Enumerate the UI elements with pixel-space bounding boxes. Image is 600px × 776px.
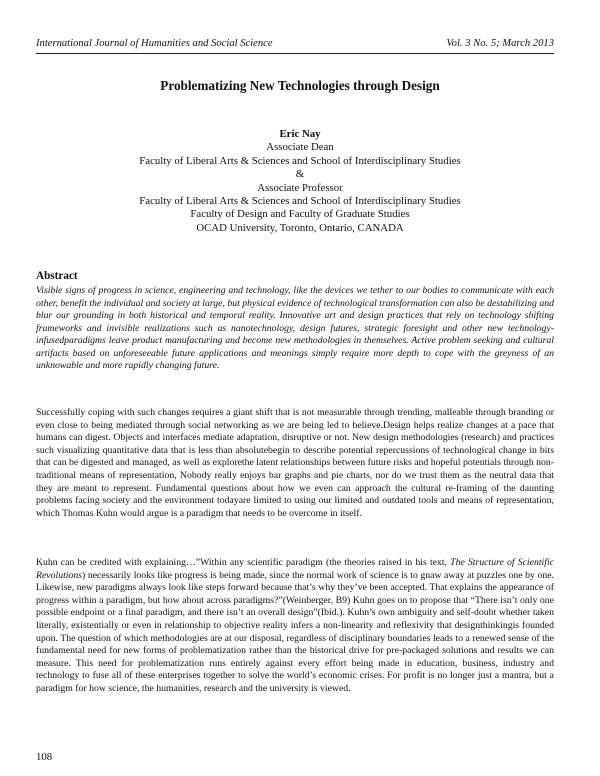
author-affiliation-line: Associate Dean [266, 141, 334, 154]
abstract-text: Visible signs of progress in science, engineering and technology, like the devices we tether to our bodies to communicate with each other, benefit the individual and society at large, but physical evidence of technological transformation can also be destabilizing and blur our grounding in both historical and temporal reality. Innovative art and design practices that rely on technology shifting frameworks and invisible realizations such as nanotechnology, design futures, strategic foresight and other new technology-infusedparadigms leave product manufacturing and become new methodologies in themselves. Active problem seeking and cultural artifacts based on unforeseeable future applications and meanings simply require more depth to cope with the greyness of an unknowable and more rapidly changing future. [36, 285, 554, 371]
book-title-italic: The Structure of Scientific Revolutions [36, 557, 554, 581]
author-affiliation-line: Faculty of Design and Faculty of Graduate Studies [190, 208, 410, 221]
journal-name: International Journal of Humanities and Social Science [36, 38, 273, 49]
issue-info: Vol. 3 No. 5; March 2013 [446, 38, 554, 49]
author-block [0, 128, 600, 235]
author-affiliation-line: Associate Professor [257, 181, 343, 194]
paragraph-2-text-rest: ) necessarily looks like progress is being made, since the normal work of science is to gnaw away at puzzles one by one. Likewise, new paradigms always look like steps forward because that’s why they’ve been accepted. That explains the appearance of progress within a paradigm, but how about across paradigms?”(Weinberger, B9) Kuhn goes on to propose that “There isn’t only one possible endpoint or a final paradigm, and there isn’t an overall design”(Ibid.). Kuhn’s own ambiguity and self-doubt whether taken literally, existentially or even in relationship to objective reality infers a non-linearity and reflexivity that designthinkingis founded upon. The question of which methodologies are at our disposal, regardless of disciplinary boundaries leads to a renewed sense of the fundamental need for new forms of problematization rather than the historical drive for pre-packaged solutions and results we can measure. This need for problematization runs entirely against every effort being made in education, business, industry and technology to fuse all of these enterprises together to solve the world’s economic crises. For profit is no longer just a mantra, but a paradigm for how science, the humanities, research and the university is viewed. [36, 569, 554, 694]
paragraph-2-text-start: Kuhn can be credited with explaining…”Within any scientific paradigm (the theories raised in his text, [36, 557, 451, 568]
author-affiliation-line: OCAD University, Toronto, Ontario, CANADA [196, 221, 404, 234]
body-paragraph-1: Successfully coping with such changes requires a giant shift that is not measurable through trending, malleable through branding or even close to being mediated through social networking as we are being led to believe.Design helps realize changes at a pace that humans can digest. Objects and interfaces mediate adaptation, disruptive or not. New design methodologies (research) and practices such visualizing quantitative data that is less than absolutebegin to describe potential repercussions of technological change in bits that can be digested and managed, as well as explorethe latent relationships between future risks and hopeful potentials through non-traditional means of representation, Nobody really enjoys bar graphs and pie charts, nor do we trust them as the neutral data that they are meant to represent. Fundamental questions about how we even can approach the cultural re-framing of the daunting problems facing society and the environment todayare limited to using our limited and outdated tools and means of representation, which Thomas Kuhn would argue is a paradigm that needs to be overcome in itself. [36, 407, 554, 519]
page-number: 108 [36, 751, 53, 763]
paper-title: Problematizing New Technologies through Design [160, 78, 440, 93]
author-affiliation-line: & [295, 168, 305, 181]
abstract-heading: Abstract [36, 270, 78, 282]
author-affiliation-line: Faculty of Liberal Arts & Sciences and School of Interdisciplinary Studies [139, 154, 461, 167]
running-header [36, 38, 554, 52]
author-affiliation-line: Faculty of Liberal Arts & Sciences and School of Interdisciplinary Studies [139, 195, 461, 208]
body-paragraph-2 [36, 557, 554, 696]
author-name: Eric Nay [279, 128, 321, 140]
header-rule [36, 53, 554, 54]
